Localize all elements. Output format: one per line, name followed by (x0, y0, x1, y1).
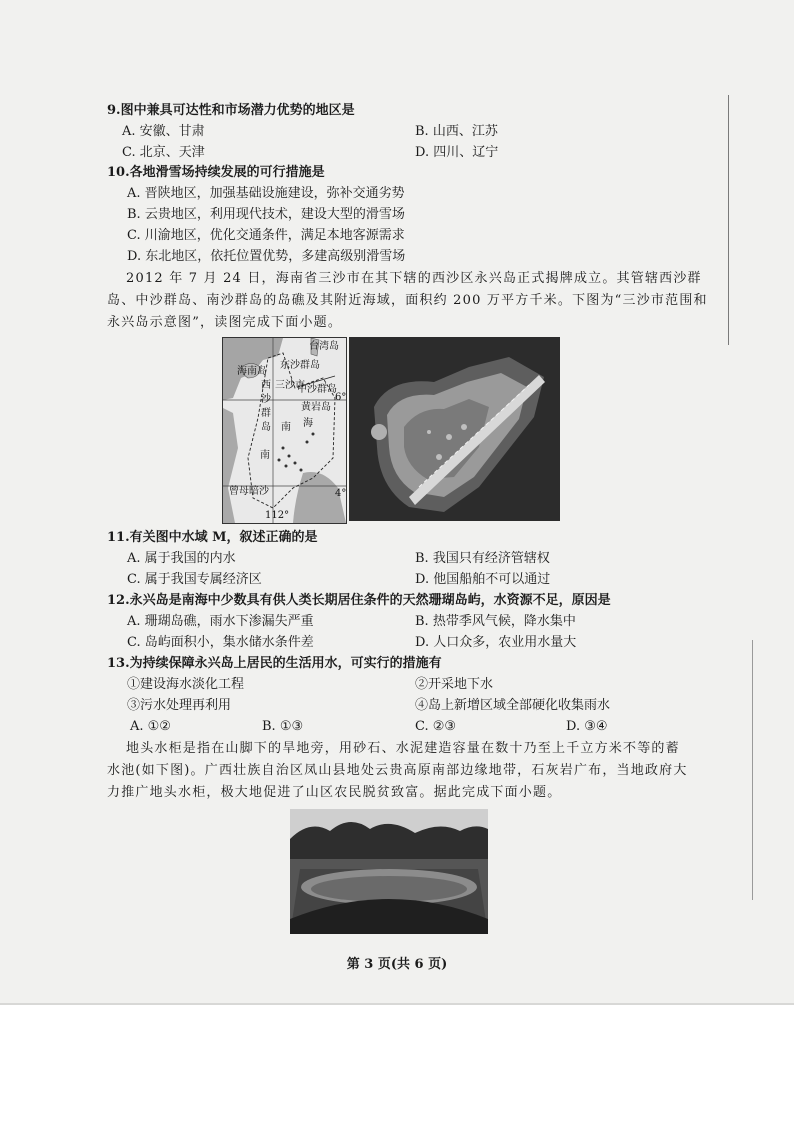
q13-item-2: ②开采地下水 (415, 677, 494, 692)
water-tank-drawing (290, 809, 488, 934)
map-label-nan-sea: 南 (281, 422, 291, 433)
q13-option-b: B. ①③ (262, 719, 304, 734)
map-label-sansha: 三沙市 (275, 380, 305, 391)
sansha-map (222, 337, 347, 524)
q11-option-d: D. 他国船舶不可以通过 (415, 572, 551, 587)
question-11: 11.有关图中水域 M，叙述正确的是 (107, 530, 318, 545)
passage2-line-2: 水池(如下图)。广西壮族自治区凤山县地处云贵高原南部边缘地带，石灰岩广布，当地政府大 (107, 763, 688, 778)
passage1-line-1: 2012 年 7 月 24 日，海南省三沙市在其下辖的西沙区永兴岛正式揭牌成立。其管辖西沙群 (126, 271, 702, 286)
map-label-nan-sha: 南 (260, 450, 270, 461)
map-label-qun: 群 (261, 408, 271, 419)
map-label-lat4: 4° (335, 488, 347, 499)
q12-option-a: A. 珊瑚岛礁，雨水下渗漏失严重 (127, 614, 314, 629)
passage1-line-3: 永兴岛示意图”，读图完成下面小题。 (107, 315, 343, 330)
question-12: 12.永兴岛是南海中少数具有供人类长期居住条件的天然珊瑚岛屿，水资源不足，原因是 (107, 593, 611, 608)
q9-option-d: D. 四川、辽宁 (415, 145, 499, 160)
map-label-zhongsha: 中沙群岛 (297, 384, 337, 395)
map-label-hai: 海 (303, 418, 313, 429)
map-label-xi: 西 (261, 380, 271, 391)
map-label-lat6: 6° (335, 392, 347, 403)
q13-item-1: ①建设海水淡化工程 (127, 677, 245, 692)
q13-option-a: A. ①② (130, 719, 171, 734)
q11-option-c: C. 属于我国专属经济区 (127, 572, 262, 587)
q9-option-b: B. 山西、江苏 (415, 124, 498, 139)
q10-option-b: B. 云贵地区，利用现代技术，建设大型的滑雪场 (127, 207, 405, 222)
map-label-huangyan: 黄岩岛 (301, 402, 331, 413)
island-satellite-drawing (349, 337, 560, 521)
passage2-line-3: 力推广地头水柜，极大地促进了山区农民脱贫致富。据此完成下面小题。 (107, 785, 562, 800)
question-13: 13.为持续保障永兴岛上居民的生活用水，可实行的措施有 (107, 656, 442, 671)
margin-line (728, 95, 729, 345)
q10-option-d: D. 东北地区，依托位置优势，多建高级别滑雪场 (127, 249, 406, 264)
water-tank-photo (290, 809, 488, 934)
q12-option-b: B. 热带季风气候，降水集中 (415, 614, 576, 629)
map-label-lon112: 112° (265, 510, 290, 521)
q10-option-c: C. 川渝地区，优化交通条件，满足本地客源需求 (127, 228, 405, 243)
question-9: 9.图中兼具可达性和市场潜力优势的地区是 (107, 103, 355, 118)
map-label-dongsha: 东沙群岛 (280, 360, 320, 371)
q9-option-c: C. 北京、天津 (122, 145, 205, 160)
map-label-zengmu: 曾母暗沙 (229, 486, 269, 497)
page-footer: 第 3 页(共 6 页) (346, 957, 448, 972)
q11-option-b: B. 我国只有经济管辖权 (415, 551, 550, 566)
yongxing-island-satellite-image (349, 337, 560, 521)
q12-option-d: D. 人口众多，农业用水量大 (415, 635, 577, 650)
map-label-sha: 沙 (261, 394, 271, 405)
question-10: 10.各地滑雪场持续发展的可行措施是 (107, 165, 325, 180)
q13-item-3: ③污水处理再利用 (127, 698, 232, 713)
q13-option-c: C. ②③ (415, 719, 457, 734)
q12-option-c: C. 岛屿面积小，集水储水条件差 (127, 635, 314, 650)
map-label-dao: 岛 (261, 422, 271, 433)
q13-option-d: D. ③④ (566, 719, 608, 734)
map-label-taiwan: 台湾岛 (309, 341, 339, 352)
q10-option-a: A. 晋陕地区，加强基础设施建设，弥补交通劣势 (127, 186, 405, 201)
map-label-hainan: 海南岛 (237, 366, 267, 377)
q11-option-a: A. 属于我国的内水 (127, 551, 236, 566)
margin-line-lower (752, 640, 753, 900)
passage1-line-2: 岛、中沙群岛、南沙群岛的岛礁及其附近海域，面积约 200 万平方千米。下图为“三沙市范围和 (107, 293, 708, 308)
q13-item-4: ④岛上新增区域全部硬化收集雨水 (415, 698, 611, 713)
passage2-line-1: 地头水柜是指在山脚下的旱地旁，用砂石、水泥建造容量在数十乃至上千立方米不等的蓄 (126, 741, 680, 756)
q9-option-a: A. 安徽、甘肃 (122, 124, 205, 139)
